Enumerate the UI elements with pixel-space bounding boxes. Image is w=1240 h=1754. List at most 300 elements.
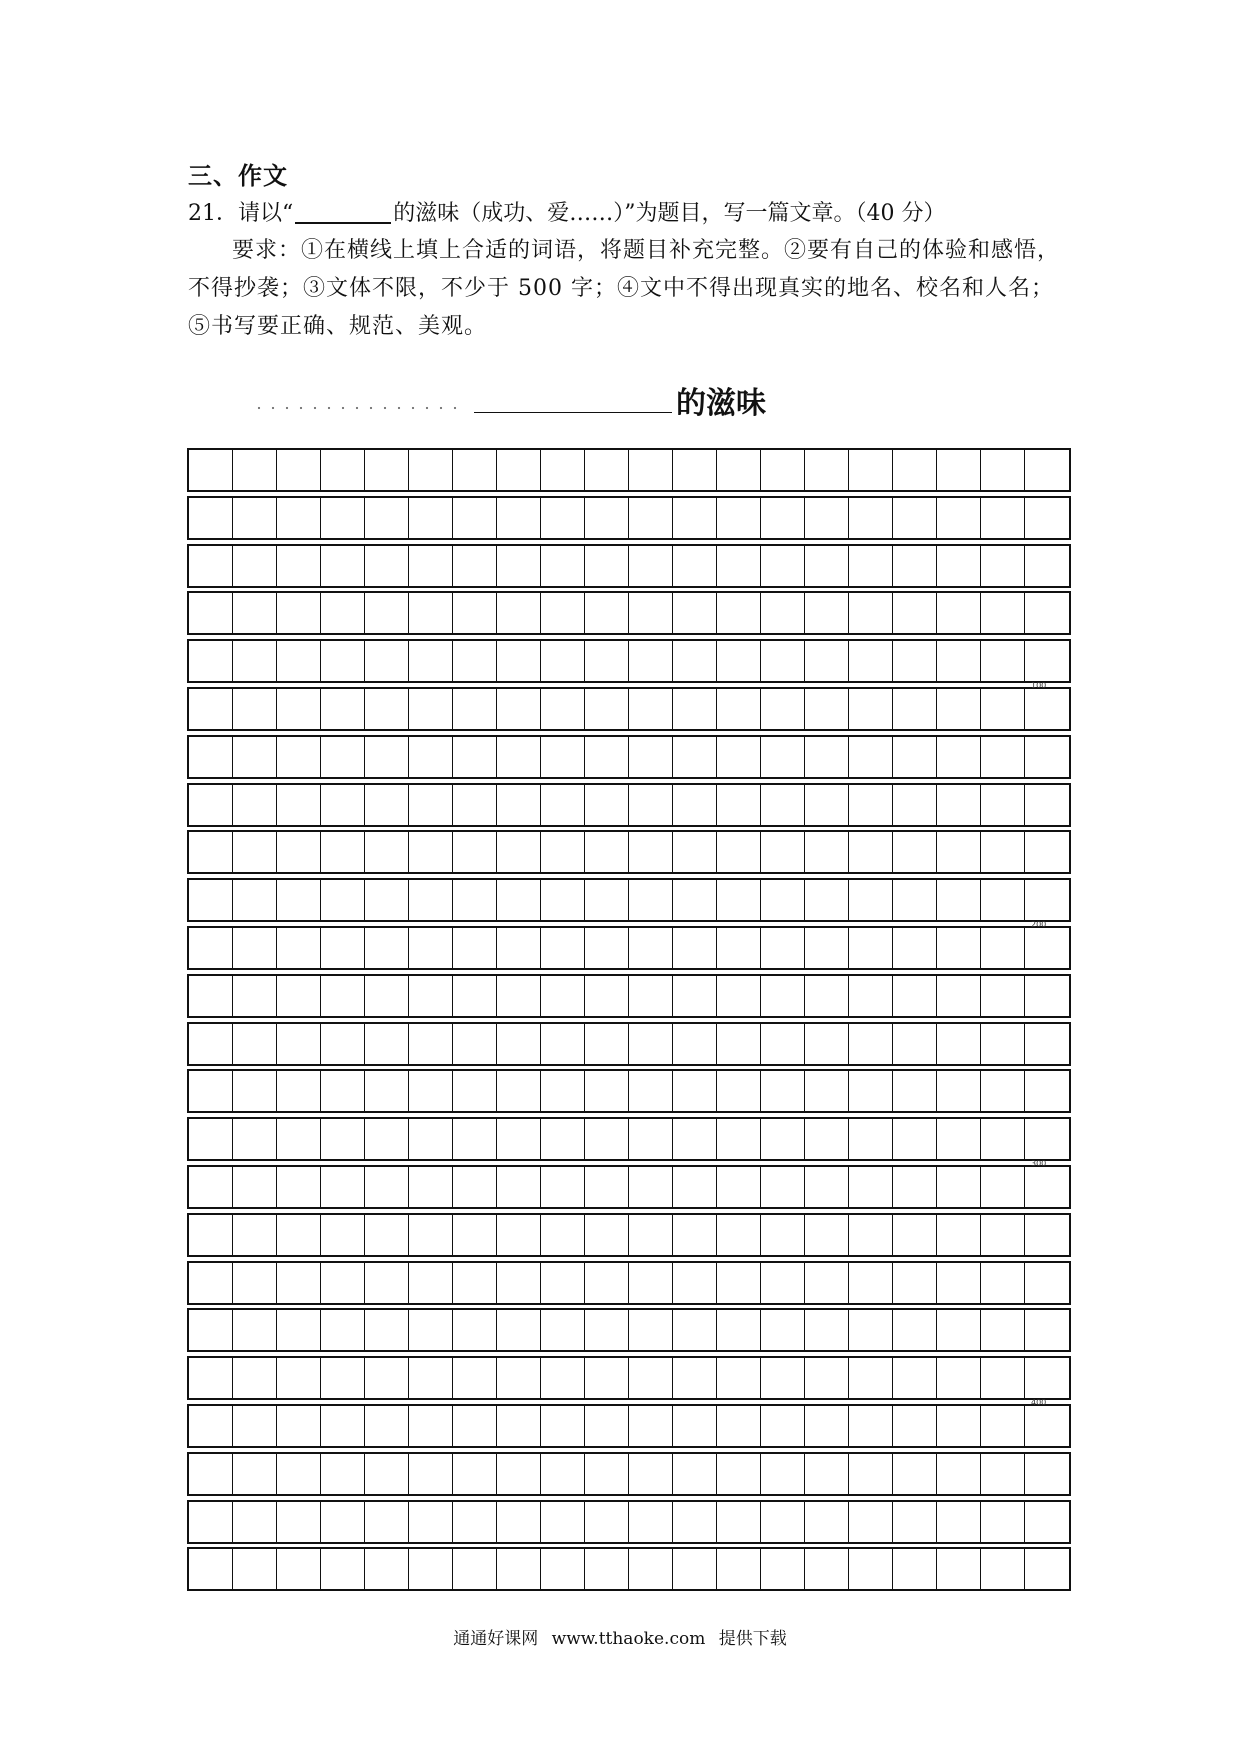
grid-cell[interactable] bbox=[849, 1454, 893, 1494]
grid-cell[interactable] bbox=[937, 689, 981, 729]
grid-cell[interactable] bbox=[805, 1024, 849, 1064]
grid-cell[interactable] bbox=[893, 593, 937, 633]
title-fill-blank[interactable] bbox=[474, 412, 672, 413]
grid-cell[interactable] bbox=[805, 1454, 849, 1494]
grid-cell[interactable] bbox=[365, 1119, 409, 1159]
grid-cell[interactable] bbox=[453, 737, 497, 777]
grid-cell[interactable] bbox=[805, 785, 849, 825]
grid-cell[interactable] bbox=[321, 1454, 365, 1494]
grid-cell[interactable] bbox=[981, 689, 1025, 729]
grid-cell[interactable] bbox=[497, 928, 541, 968]
grid-cell[interactable] bbox=[805, 546, 849, 586]
grid-cell[interactable] bbox=[717, 1406, 761, 1446]
grid-cell[interactable] bbox=[717, 1358, 761, 1398]
grid-cell[interactable] bbox=[497, 1310, 541, 1350]
grid-cell[interactable] bbox=[981, 832, 1025, 872]
grid-cell[interactable] bbox=[673, 928, 717, 968]
grid-cell[interactable] bbox=[541, 976, 585, 1016]
grid-cell[interactable] bbox=[629, 976, 673, 1016]
grid-cell[interactable] bbox=[453, 1071, 497, 1111]
grid-cell[interactable] bbox=[365, 641, 409, 681]
grid-cell[interactable] bbox=[805, 1215, 849, 1255]
grid-cell[interactable] bbox=[893, 1024, 937, 1064]
grid-cell[interactable] bbox=[673, 737, 717, 777]
grid-cell[interactable] bbox=[893, 1549, 937, 1589]
grid-cell[interactable] bbox=[673, 641, 717, 681]
grid-cell[interactable] bbox=[233, 737, 277, 777]
grid-cell[interactable] bbox=[365, 1024, 409, 1064]
grid-cell[interactable] bbox=[585, 1502, 629, 1542]
grid-cell[interactable] bbox=[277, 785, 321, 825]
grid-cell[interactable] bbox=[629, 1502, 673, 1542]
grid-cell[interactable] bbox=[893, 1071, 937, 1111]
grid-cell[interactable] bbox=[937, 1358, 981, 1398]
grid-cell[interactable] bbox=[761, 976, 805, 1016]
grid-cell[interactable] bbox=[277, 498, 321, 538]
grid-cell[interactable] bbox=[673, 546, 717, 586]
grid-cell[interactable] bbox=[849, 450, 893, 490]
grid-cell[interactable] bbox=[453, 1502, 497, 1542]
grid-cell[interactable] bbox=[541, 546, 585, 586]
grid-cell[interactable] bbox=[409, 641, 453, 681]
grid-cell[interactable] bbox=[277, 1406, 321, 1446]
grid-cell[interactable] bbox=[233, 1263, 277, 1303]
grid-cell[interactable] bbox=[497, 880, 541, 920]
grid-cell[interactable] bbox=[365, 737, 409, 777]
grid-cell[interactable] bbox=[981, 450, 1025, 490]
grid-cell[interactable] bbox=[541, 1406, 585, 1446]
grid-cell[interactable] bbox=[673, 1549, 717, 1589]
grid-cell[interactable] bbox=[849, 1549, 893, 1589]
grid-cell[interactable] bbox=[277, 1310, 321, 1350]
grid-cell[interactable] bbox=[849, 689, 893, 729]
grid-cell[interactable] bbox=[849, 1215, 893, 1255]
grid-cell[interactable] bbox=[277, 1024, 321, 1064]
grid-cell[interactable] bbox=[1025, 1024, 1069, 1064]
grid-cell[interactable] bbox=[673, 976, 717, 1016]
grid-cell[interactable] bbox=[453, 832, 497, 872]
grid-cell[interactable] bbox=[629, 1024, 673, 1064]
grid-cell[interactable] bbox=[189, 1358, 233, 1398]
grid-cell[interactable] bbox=[409, 928, 453, 968]
grid-cell[interactable] bbox=[409, 1406, 453, 1446]
grid-cell[interactable] bbox=[453, 1215, 497, 1255]
grid-cell[interactable] bbox=[497, 785, 541, 825]
grid-cell[interactable] bbox=[805, 498, 849, 538]
grid-cell[interactable] bbox=[233, 928, 277, 968]
grid-cell[interactable] bbox=[981, 1263, 1025, 1303]
grid-cell[interactable] bbox=[585, 1071, 629, 1111]
grid-cell[interactable] bbox=[981, 1406, 1025, 1446]
grid-cell[interactable] bbox=[585, 1454, 629, 1494]
grid-cell[interactable] bbox=[365, 1263, 409, 1303]
grid-cell[interactable] bbox=[277, 546, 321, 586]
grid-cell[interactable] bbox=[849, 1310, 893, 1350]
grid-cell[interactable] bbox=[981, 1549, 1025, 1589]
grid-cell[interactable] bbox=[321, 450, 365, 490]
grid-cell[interactable] bbox=[189, 546, 233, 586]
grid-cell[interactable] bbox=[497, 1263, 541, 1303]
grid-cell[interactable] bbox=[365, 689, 409, 729]
grid-cell[interactable] bbox=[981, 1167, 1025, 1207]
grid-cell[interactable] bbox=[629, 880, 673, 920]
grid-cell[interactable] bbox=[409, 1119, 453, 1159]
grid-cell[interactable] bbox=[453, 1406, 497, 1446]
grid-cell[interactable] bbox=[497, 593, 541, 633]
grid-cell[interactable] bbox=[937, 1310, 981, 1350]
grid-cell[interactable] bbox=[233, 1406, 277, 1446]
grid-cell[interactable] bbox=[321, 1406, 365, 1446]
grid-cell[interactable] bbox=[233, 1119, 277, 1159]
grid-cell[interactable] bbox=[409, 976, 453, 1016]
grid-cell[interactable] bbox=[233, 976, 277, 1016]
grid-cell[interactable] bbox=[805, 832, 849, 872]
grid-cell[interactable] bbox=[585, 1167, 629, 1207]
grid-cell[interactable] bbox=[409, 546, 453, 586]
grid-cell[interactable] bbox=[629, 1071, 673, 1111]
grid-cell[interactable] bbox=[453, 1549, 497, 1589]
grid-cell[interactable] bbox=[585, 928, 629, 968]
grid-cell[interactable] bbox=[409, 498, 453, 538]
grid-cell[interactable] bbox=[1025, 832, 1069, 872]
grid-cell[interactable] bbox=[497, 1406, 541, 1446]
grid-cell[interactable] bbox=[277, 928, 321, 968]
grid-cell[interactable] bbox=[981, 1310, 1025, 1350]
grid-cell[interactable] bbox=[673, 1406, 717, 1446]
grid-cell[interactable] bbox=[189, 832, 233, 872]
grid-cell[interactable] bbox=[541, 1024, 585, 1064]
grid-cell[interactable] bbox=[1025, 1502, 1069, 1542]
grid-cell[interactable] bbox=[629, 593, 673, 633]
grid-cell[interactable] bbox=[189, 1454, 233, 1494]
grid-cell[interactable] bbox=[629, 1215, 673, 1255]
grid-cell[interactable] bbox=[761, 1215, 805, 1255]
grid-cell[interactable] bbox=[629, 1310, 673, 1350]
grid-cell[interactable] bbox=[805, 1310, 849, 1350]
grid-cell[interactable] bbox=[453, 546, 497, 586]
grid-cell[interactable] bbox=[277, 689, 321, 729]
grid-cell[interactable] bbox=[893, 498, 937, 538]
grid-cell[interactable] bbox=[717, 976, 761, 1016]
grid-cell[interactable] bbox=[717, 1502, 761, 1542]
grid-cell[interactable] bbox=[233, 546, 277, 586]
grid-cell[interactable] bbox=[453, 928, 497, 968]
grid-cell[interactable] bbox=[893, 832, 937, 872]
grid-cell[interactable] bbox=[673, 1119, 717, 1159]
grid-cell[interactable] bbox=[893, 1263, 937, 1303]
grid-cell[interactable] bbox=[761, 1549, 805, 1589]
grid-cell[interactable] bbox=[541, 498, 585, 538]
grid-cell[interactable] bbox=[233, 450, 277, 490]
grid-cell[interactable] bbox=[233, 1502, 277, 1542]
grid-cell[interactable] bbox=[849, 1502, 893, 1542]
grid-cell[interactable] bbox=[277, 1549, 321, 1589]
grid-cell[interactable] bbox=[937, 1263, 981, 1303]
grid-cell[interactable] bbox=[321, 1310, 365, 1350]
grid-cell[interactable] bbox=[585, 498, 629, 538]
grid-cell[interactable] bbox=[409, 1502, 453, 1542]
grid-cell[interactable] bbox=[497, 450, 541, 490]
grid-cell[interactable] bbox=[585, 976, 629, 1016]
grid-cell[interactable] bbox=[893, 1119, 937, 1159]
grid-cell[interactable] bbox=[629, 1119, 673, 1159]
grid-cell[interactable] bbox=[673, 1071, 717, 1111]
grid-cell[interactable] bbox=[805, 1167, 849, 1207]
grid-cell[interactable] bbox=[629, 785, 673, 825]
grid-cell[interactable] bbox=[277, 1071, 321, 1111]
grid-cell[interactable] bbox=[849, 737, 893, 777]
grid-cell[interactable] bbox=[937, 1549, 981, 1589]
grid-cell[interactable] bbox=[673, 1215, 717, 1255]
grid-cell[interactable] bbox=[541, 880, 585, 920]
grid-cell[interactable] bbox=[1025, 546, 1069, 586]
grid-cell[interactable] bbox=[761, 1406, 805, 1446]
grid-cell[interactable] bbox=[409, 689, 453, 729]
grid-cell[interactable] bbox=[717, 1119, 761, 1159]
grid-cell[interactable] bbox=[409, 1071, 453, 1111]
grid-cell[interactable] bbox=[673, 1263, 717, 1303]
grid-cell[interactable] bbox=[717, 785, 761, 825]
grid-cell[interactable] bbox=[673, 450, 717, 490]
grid-cell[interactable] bbox=[1025, 641, 1069, 681]
grid-cell[interactable] bbox=[409, 737, 453, 777]
grid-cell[interactable] bbox=[981, 1502, 1025, 1542]
grid-cell[interactable] bbox=[937, 880, 981, 920]
grid-cell[interactable] bbox=[673, 1310, 717, 1350]
grid-cell[interactable] bbox=[937, 785, 981, 825]
grid-cell[interactable] bbox=[321, 593, 365, 633]
grid-cell[interactable] bbox=[497, 1502, 541, 1542]
grid-cell[interactable] bbox=[453, 785, 497, 825]
grid-cell[interactable] bbox=[189, 1310, 233, 1350]
grid-cell[interactable] bbox=[849, 593, 893, 633]
grid-cell[interactable] bbox=[409, 1167, 453, 1207]
grid-cell[interactable] bbox=[189, 1119, 233, 1159]
grid-cell[interactable] bbox=[497, 1024, 541, 1064]
grid-cell[interactable] bbox=[541, 1215, 585, 1255]
grid-cell[interactable] bbox=[893, 450, 937, 490]
grid-cell[interactable] bbox=[673, 498, 717, 538]
grid-cell[interactable] bbox=[453, 1167, 497, 1207]
grid-cell[interactable] bbox=[673, 880, 717, 920]
grid-cell[interactable] bbox=[541, 928, 585, 968]
grid-cell[interactable] bbox=[893, 1358, 937, 1398]
grid-cell[interactable] bbox=[321, 1502, 365, 1542]
grid-cell[interactable] bbox=[497, 689, 541, 729]
grid-cell[interactable] bbox=[189, 1071, 233, 1111]
grid-cell[interactable] bbox=[189, 689, 233, 729]
grid-cell[interactable] bbox=[541, 737, 585, 777]
grid-cell[interactable] bbox=[761, 785, 805, 825]
grid-cell[interactable] bbox=[1025, 1167, 1069, 1207]
grid-cell[interactable] bbox=[761, 1502, 805, 1542]
grid-cell[interactable] bbox=[541, 1549, 585, 1589]
grid-cell[interactable] bbox=[365, 1502, 409, 1542]
grid-cell[interactable] bbox=[805, 1071, 849, 1111]
grid-cell[interactable] bbox=[233, 1454, 277, 1494]
grid-cell[interactable] bbox=[321, 1358, 365, 1398]
grid-cell[interactable] bbox=[233, 1358, 277, 1398]
grid-cell[interactable] bbox=[409, 1310, 453, 1350]
grid-cell[interactable] bbox=[717, 832, 761, 872]
grid-cell[interactable] bbox=[497, 832, 541, 872]
grid-cell[interactable] bbox=[805, 1549, 849, 1589]
grid-cell[interactable] bbox=[981, 737, 1025, 777]
grid-cell[interactable] bbox=[1025, 880, 1069, 920]
grid-cell[interactable] bbox=[365, 1215, 409, 1255]
grid-cell[interactable] bbox=[1025, 689, 1069, 729]
grid-cell[interactable] bbox=[981, 880, 1025, 920]
grid-cell[interactable] bbox=[321, 928, 365, 968]
grid-cell[interactable] bbox=[189, 1406, 233, 1446]
grid-cell[interactable] bbox=[629, 832, 673, 872]
grid-cell[interactable] bbox=[189, 593, 233, 633]
grid-cell[interactable] bbox=[233, 498, 277, 538]
grid-cell[interactable] bbox=[849, 880, 893, 920]
grid-cell[interactable] bbox=[409, 593, 453, 633]
grid-cell[interactable] bbox=[1025, 1549, 1069, 1589]
grid-cell[interactable] bbox=[981, 1215, 1025, 1255]
grid-cell[interactable] bbox=[673, 1358, 717, 1398]
grid-cell[interactable] bbox=[893, 689, 937, 729]
grid-cell[interactable] bbox=[321, 641, 365, 681]
grid-cell[interactable] bbox=[1025, 1454, 1069, 1494]
grid-cell[interactable] bbox=[585, 737, 629, 777]
grid-cell[interactable] bbox=[893, 1215, 937, 1255]
grid-cell[interactable] bbox=[981, 1071, 1025, 1111]
grid-cell[interactable] bbox=[805, 1263, 849, 1303]
grid-cell[interactable] bbox=[805, 976, 849, 1016]
grid-cell[interactable] bbox=[629, 689, 673, 729]
grid-cell[interactable] bbox=[629, 498, 673, 538]
grid-cell[interactable] bbox=[1025, 976, 1069, 1016]
grid-cell[interactable] bbox=[497, 1454, 541, 1494]
grid-cell[interactable] bbox=[981, 1358, 1025, 1398]
grid-cell[interactable] bbox=[937, 832, 981, 872]
grid-cell[interactable] bbox=[937, 546, 981, 586]
grid-cell[interactable] bbox=[673, 689, 717, 729]
grid-cell[interactable] bbox=[365, 928, 409, 968]
grid-cell[interactable] bbox=[805, 641, 849, 681]
grid-cell[interactable] bbox=[277, 976, 321, 1016]
grid-cell[interactable] bbox=[893, 1454, 937, 1494]
grid-cell[interactable] bbox=[1025, 1119, 1069, 1159]
grid-cell[interactable] bbox=[189, 450, 233, 490]
grid-cell[interactable] bbox=[805, 450, 849, 490]
grid-cell[interactable] bbox=[541, 1358, 585, 1398]
grid-cell[interactable] bbox=[409, 1454, 453, 1494]
grid-cell[interactable] bbox=[717, 641, 761, 681]
grid-cell[interactable] bbox=[233, 1024, 277, 1064]
grid-cell[interactable] bbox=[629, 928, 673, 968]
grid-cell[interactable] bbox=[365, 832, 409, 872]
grid-cell[interactable] bbox=[849, 832, 893, 872]
grid-cell[interactable] bbox=[277, 832, 321, 872]
grid-cell[interactable] bbox=[585, 1310, 629, 1350]
grid-cell[interactable] bbox=[761, 1167, 805, 1207]
grid-cell[interactable] bbox=[981, 1119, 1025, 1159]
grid-cell[interactable] bbox=[585, 1263, 629, 1303]
grid-cell[interactable] bbox=[981, 546, 1025, 586]
grid-cell[interactable] bbox=[1025, 1406, 1069, 1446]
grid-cell[interactable] bbox=[585, 832, 629, 872]
grid-cell[interactable] bbox=[849, 498, 893, 538]
grid-cell[interactable] bbox=[717, 880, 761, 920]
grid-cell[interactable] bbox=[849, 976, 893, 1016]
grid-cell[interactable] bbox=[541, 593, 585, 633]
grid-cell[interactable] bbox=[365, 1454, 409, 1494]
grid-cell[interactable] bbox=[453, 450, 497, 490]
grid-cell[interactable] bbox=[981, 928, 1025, 968]
grid-cell[interactable] bbox=[1025, 498, 1069, 538]
grid-cell[interactable] bbox=[277, 1358, 321, 1398]
grid-cell[interactable] bbox=[321, 498, 365, 538]
grid-cell[interactable] bbox=[189, 737, 233, 777]
grid-cell[interactable] bbox=[937, 1071, 981, 1111]
grid-cell[interactable] bbox=[233, 1549, 277, 1589]
grid-cell[interactable] bbox=[761, 689, 805, 729]
grid-cell[interactable] bbox=[937, 1024, 981, 1064]
grid-cell[interactable] bbox=[849, 641, 893, 681]
grid-cell[interactable] bbox=[233, 689, 277, 729]
grid-cell[interactable] bbox=[585, 785, 629, 825]
grid-cell[interactable] bbox=[1025, 737, 1069, 777]
grid-cell[interactable] bbox=[629, 641, 673, 681]
grid-cell[interactable] bbox=[629, 1167, 673, 1207]
grid-cell[interactable] bbox=[497, 976, 541, 1016]
grid-cell[interactable] bbox=[761, 1310, 805, 1350]
grid-cell[interactable] bbox=[233, 1215, 277, 1255]
grid-cell[interactable] bbox=[981, 641, 1025, 681]
grid-cell[interactable] bbox=[849, 1358, 893, 1398]
grid-cell[interactable] bbox=[585, 1119, 629, 1159]
grid-cell[interactable] bbox=[937, 1454, 981, 1494]
grid-cell[interactable] bbox=[409, 1263, 453, 1303]
grid-cell[interactable] bbox=[629, 1549, 673, 1589]
grid-cell[interactable] bbox=[409, 450, 453, 490]
grid-cell[interactable] bbox=[277, 450, 321, 490]
grid-cell[interactable] bbox=[233, 1310, 277, 1350]
grid-cell[interactable] bbox=[453, 1358, 497, 1398]
grid-cell[interactable] bbox=[321, 1263, 365, 1303]
grid-cell[interactable] bbox=[585, 1024, 629, 1064]
grid-cell[interactable] bbox=[453, 1454, 497, 1494]
grid-cell[interactable] bbox=[673, 1167, 717, 1207]
grid-cell[interactable] bbox=[805, 737, 849, 777]
grid-cell[interactable] bbox=[541, 1310, 585, 1350]
grid-cell[interactable] bbox=[937, 450, 981, 490]
grid-cell[interactable] bbox=[321, 1119, 365, 1159]
grid-cell[interactable] bbox=[805, 1119, 849, 1159]
grid-cell[interactable] bbox=[541, 785, 585, 825]
grid-cell[interactable] bbox=[1025, 1263, 1069, 1303]
grid-cell[interactable] bbox=[277, 1454, 321, 1494]
grid-cell[interactable] bbox=[673, 832, 717, 872]
grid-cell[interactable] bbox=[585, 641, 629, 681]
grid-cell[interactable] bbox=[893, 546, 937, 586]
grid-cell[interactable] bbox=[761, 498, 805, 538]
grid-cell[interactable] bbox=[805, 1358, 849, 1398]
grid-cell[interactable] bbox=[849, 1406, 893, 1446]
grid-cell[interactable] bbox=[629, 1263, 673, 1303]
grid-cell[interactable] bbox=[937, 641, 981, 681]
grid-cell[interactable] bbox=[585, 880, 629, 920]
grid-cell[interactable] bbox=[541, 1167, 585, 1207]
grid-cell[interactable] bbox=[365, 1358, 409, 1398]
grid-cell[interactable] bbox=[673, 1024, 717, 1064]
grid-cell[interactable] bbox=[849, 928, 893, 968]
grid-cell[interactable] bbox=[673, 1454, 717, 1494]
